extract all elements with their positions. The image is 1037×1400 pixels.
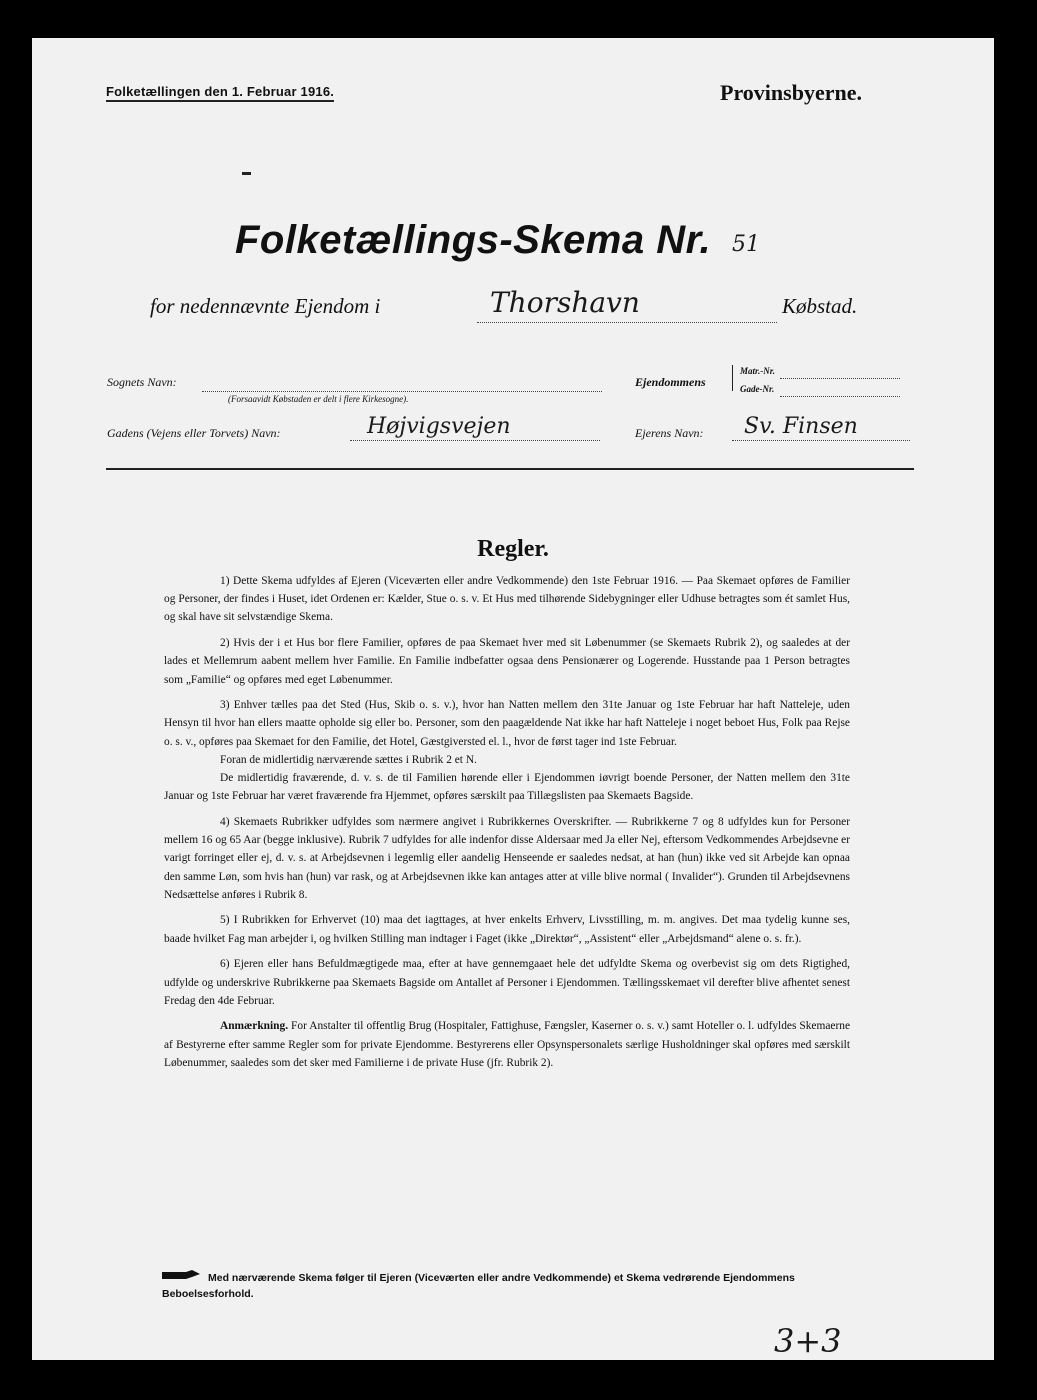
owner-line: [732, 440, 910, 441]
region-header: Provinsbyerne.: [720, 80, 862, 105]
rules-heading: Regler.: [477, 536, 549, 562]
census-date-header: Folketællingen den 1. Februar 1916.: [106, 84, 334, 102]
subtitle-prefix: for nedennævnte Ejendom i: [150, 294, 381, 318]
property-bracket: [732, 365, 733, 391]
gade-nr-label: Gade-Nr.: [740, 384, 775, 394]
remark: [164, 1017, 850, 1072]
property-label: Ejendommens: [635, 375, 706, 389]
parish-note: (Forsaavidt Købstaden er delt i flere Kirkesogne).: [228, 394, 409, 404]
rule-4: 4) Skemaets Rubrikker udfyldes som nærmere angivet i Rubrikkernes Overskrifter. — Rubrikkerne 7 og 8 udfyldes kun for Personer mellem 16 og 65 Aar (begge inklusive). Rubrik 7 udfyldes for alle indenfor disse Aldersaar med Ja eller Nej, eftersom Vedkommendes Arbejdsevne er varigt forringet eller ej, d. v. s. at Arbejdsevnen i legemlig eller aandelig Henseende er saaledes nedsat, at han (hun) ikke ved sit Arbejde kan opnaa den samme Løn, som hvis han (hun) var rask, og at Arbejdsevnen ikke kan antages atter at ville blive normal ( Invalider“). Grunden til Arbejdsevnens Nedsættelse anføres i Rubrik 8.: [164, 815, 850, 901]
rule-3: 3) Enhver tælles paa det Sted (Hus, Skib o. s. v.), hvor han Natten mellem den 31te Januar og 1ste Februar har haft Natteleje, uden Hensyn til hvor han ellers maatte opholde sig eller bo. Personer, som den paagældende Nat ikke har haft Natteleje i noget beboet Hus, Folk paa Rejse o. s. v., opføres paa Skemaet for den Familie, det Hotel, Gæstgiversted el. l., hvor de først tager ind 1ste Februar.: [164, 699, 850, 748]
remark-label: Anmærkning.: [220, 1020, 289, 1033]
street-line: [350, 440, 600, 441]
rule-5: 5) I Rubrikken for Erhvervet (10) maa det iagttages, at hver enkelts Erhverv, Livsstilling, m. m. angives. Det maa tydelig kunne ses, baade hvilket Fag man arbejder i, og hvilken Stilling man indtager i Faget (ikke „Direktør“, „Assistent“ eller „Arbejdsmand“ alene o. s. fr.).: [164, 914, 850, 945]
city-line: [477, 322, 777, 323]
matr-line: [780, 378, 900, 379]
matr-label: Matr.-Nr.: [740, 366, 776, 376]
rules-text: [164, 572, 850, 1080]
owner-label: Ejerens Navn:: [635, 426, 704, 440]
rule-3-temporary-present: Foran de midlertidig nærværende sættes i Rubrik 2 et N.: [220, 753, 477, 766]
section-divider: [106, 468, 914, 470]
city-handwritten: Thorshavn: [490, 286, 640, 319]
gade-nr-line: [780, 396, 900, 397]
parish-line: [202, 391, 602, 392]
remark-text: For Anstalter til offentlig Brug (Hospitaler, Fattighuse, Fængsler, Kaserner o. s. v.) samt Hoteller o. l. udfyldes Skemaerne af Bestyrerne efter samme Regler som for private Ejendomme. Bestyrerens eller Opsynspersonalets særlige Husholdninger skal opføres med særskilt Løbenummer, saaledes som det sker med Familierne i de private Huse (jfr. Rubrik 2).: [164, 1020, 850, 1069]
subtitle-suffix: Købstad.: [782, 294, 858, 318]
street-label: Gadens (Vejens eller Torvets) Navn:: [107, 426, 281, 440]
footer-note: Med nærværende Skema følger til Ejeren (Viceværten eller andre Vedkommende) et Skema vedrørende Ejendommens Beboelsesforhold.: [162, 1272, 795, 1300]
form-title: Folketællings-Skema Nr.: [235, 218, 712, 262]
owner-handwritten: Sv. Finsen: [744, 414, 858, 439]
parish-label: Sognets Navn:: [107, 375, 177, 389]
census-form-page: [32, 38, 994, 1360]
handwritten-count: 3+3: [774, 1322, 842, 1360]
street-handwritten: Højvigsvejen: [367, 414, 511, 439]
dash-mark: [242, 172, 251, 175]
rule-2: 2) Hvis der i et Hus bor flere Familier, opføres de paa Skemaet hver med sit Løbenummer (se Skemaets Rubrik 2), og saaledes at der lades et Mellemrum aabent mellem hver Familie. En Familie indbefatter ogsaa dens Pensionærer og Logerende. Husstande paa 1 Person betragtes som „Familie“ og opføres med eget Løbenummer.: [164, 637, 850, 686]
form-number-handwritten: 51: [732, 232, 760, 257]
rule-1: 1) Dette Skema udfyldes af Ejeren (Viceværten eller andre Vedkommende) den 1ste Februar 1916. — Paa Skemaet opføres de Familier og Personer, der findes i Huset, idet Ordenen er: Kælder, Stue o. s. v. Et Hus med tilhørende Sidebygninger eller Udhuse betragtes som ét samlet Hus, og skal have sit selvstændige Skema.: [164, 575, 850, 624]
rule-6: 6) Ejeren eller hans Befuldmægtigede maa, efter at have gennemgaaet hele det udfyldte Skema og overbevist sig om dets Rigtighed, udfylde og underskrive Rubrikkerne paa Skemaets Bagside om Antallet af Personer i Ejendommen. Tællingsskemaet vil derefter blive afhentet senest Fredag den 4de Februar.: [164, 958, 850, 1007]
rule-3-temporary-absent: De midlertidig fraværende, d. v. s. de til Familien hørende eller i Ejendommen iøvrigt boende Personer, der Natten mellem den 31te Januar og 1ste Februar har været fraværende fra Hjemmet, opføres særskilt paa Tillægslisten paa Skemaets Bagside.: [164, 772, 850, 803]
